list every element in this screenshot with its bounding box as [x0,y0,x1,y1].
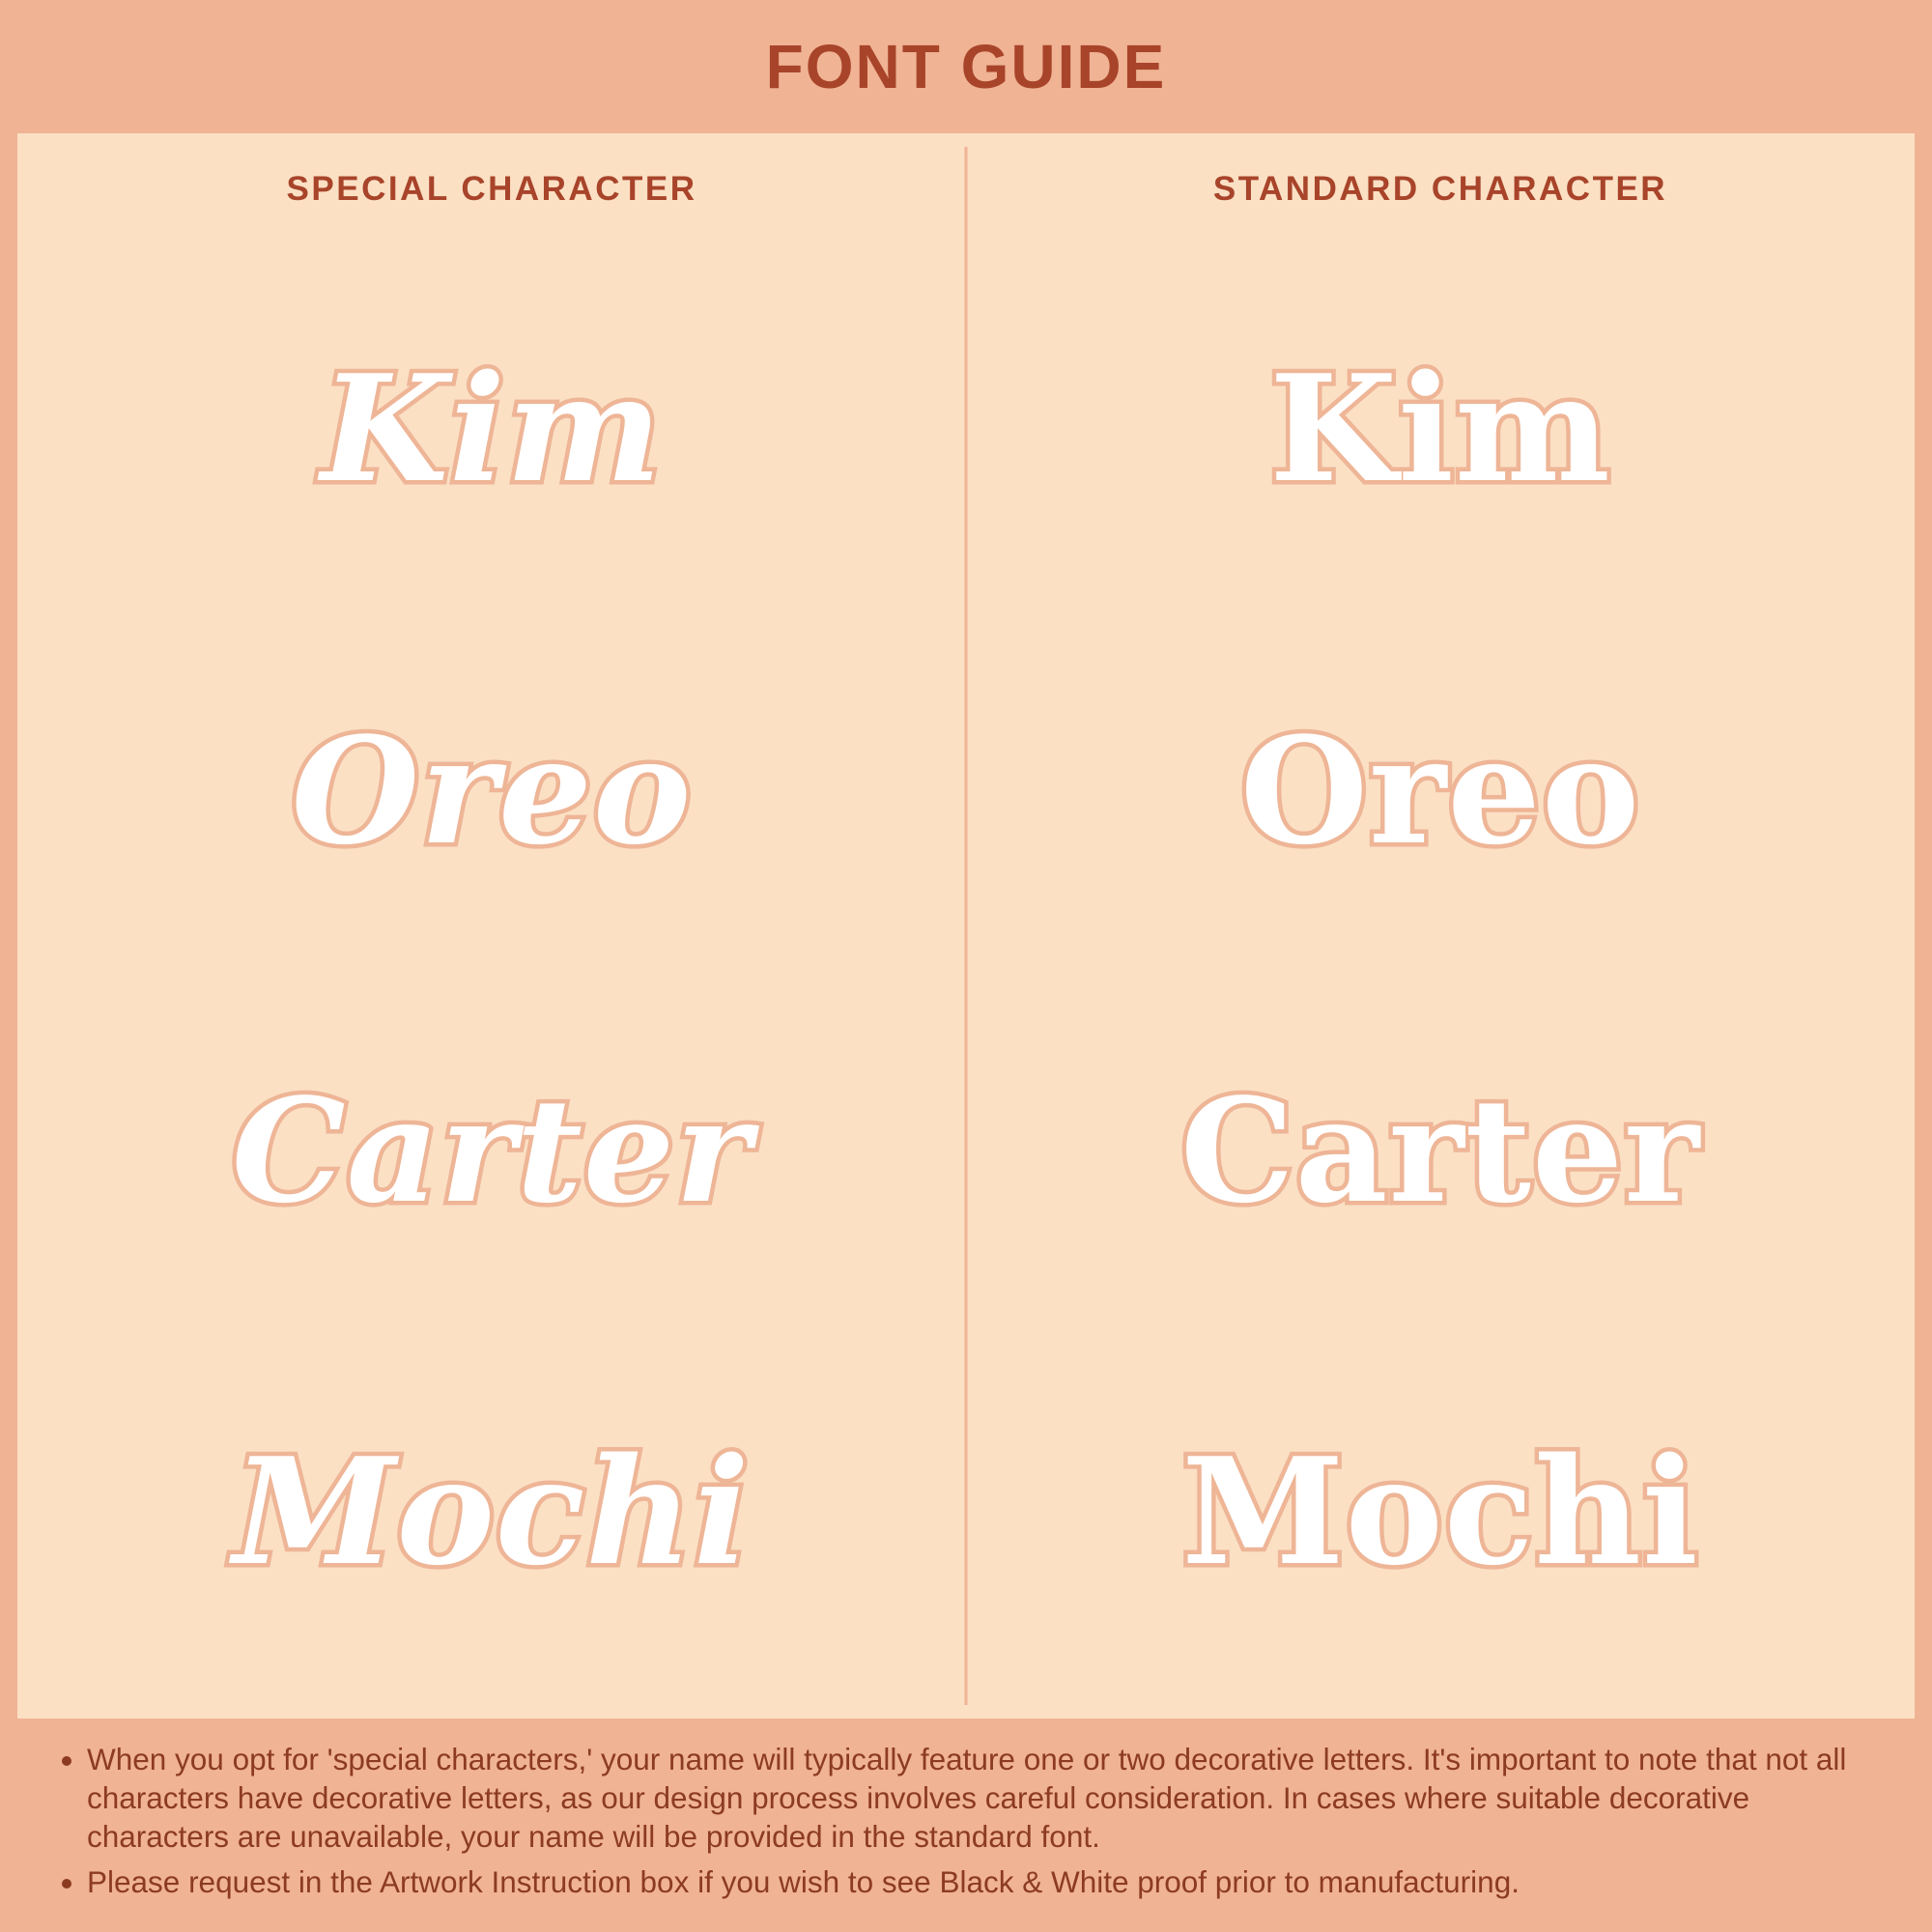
column-title-special: SPECIAL CHARACTER [286,170,697,208]
column-special-character [17,133,966,1719]
note-list [44,1740,1893,1901]
font-sample-special-carter: Carter [231,1066,753,1236]
font-sample-standard-kim: Kim [1269,341,1611,515]
note-item: • When you opt for 'special characters,' your name will typically feature one or two decorative letters. It's important to note that not all characters have decorative letters, as our design process involves careful consideration. In cases where suitable decorative characters are unavailable, your name will be provided in the standard font. [87,1740,1893,1857]
font-sample-panel [17,133,1915,1719]
font-sample-standard-carter: Carter [1179,1066,1701,1236]
column-standard-character [966,133,1915,1719]
font-sample-special-kim: Kim [321,341,663,515]
font-sample-standard-oreo: Oreo [1239,704,1641,878]
font-sample-special-oreo: Oreo [291,704,693,878]
header [0,0,1932,133]
sample-list-special [17,247,966,1719]
note-item: • Please request in the Artwork Instruction box if you wish to see Black & White proof prior to manufacturing. [87,1862,1893,1901]
page-title: FONT GUIDE [765,32,1167,101]
footer-notes [0,1719,1932,1932]
column-title-standard: STANDARD CHARACTER [1212,170,1668,208]
font-sample-standard-mochi: Mochi [1181,1425,1699,1599]
sample-list-standard [966,247,1915,1719]
font-sample-special-mochi: Mochi [233,1425,751,1599]
